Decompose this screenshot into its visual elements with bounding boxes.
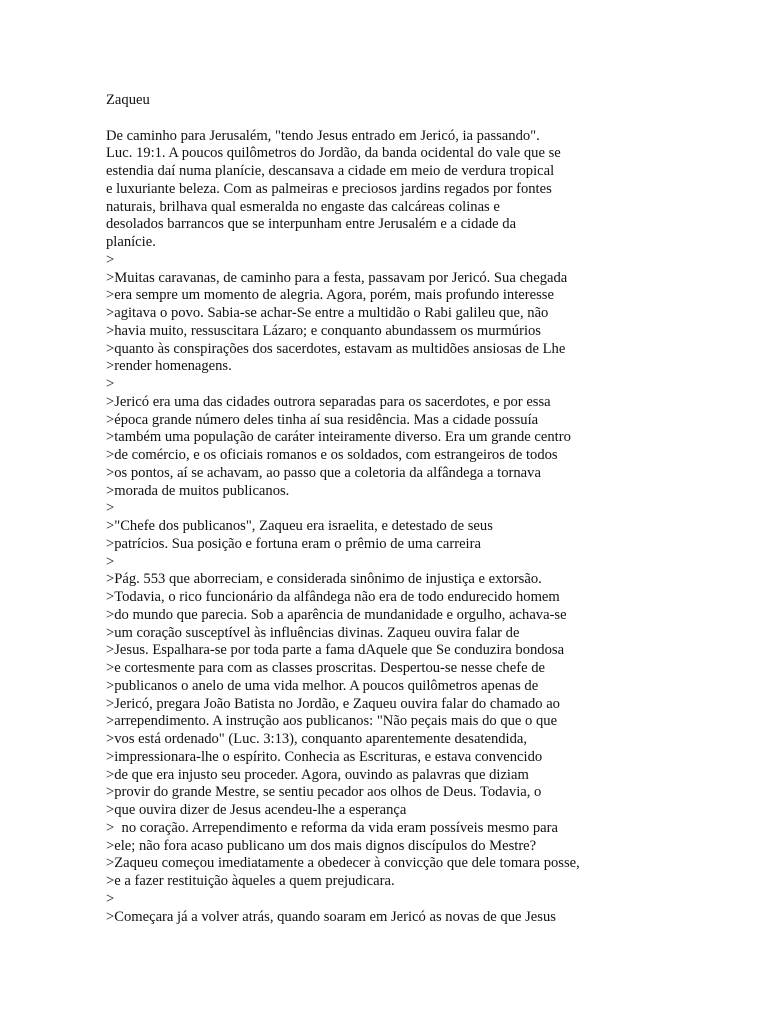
document-title: Zaqueu xyxy=(106,92,150,108)
text-line: De caminho para Jerusalém, "tendo Jesus entrado em Jericó, ia passando". xyxy=(106,127,540,144)
text-line: >provir do grande Mestre, se sentiu pecador aos olhos de Deus. Todavia, o xyxy=(106,784,542,801)
text-line: >também uma população de caráter inteiramente diverso. Era um grande centro xyxy=(106,429,571,446)
text-line: >era sempre um momento de alegria. Agora, porém, mais profundo interesse xyxy=(106,287,554,304)
text-line: >Todavia, o rico funcionário da alfândega não era de todo endurecido homem xyxy=(106,589,560,605)
text-line: > xyxy=(106,553,115,570)
text-line: >ele; não fora acaso publicano um dos mais dignos discípulos do Mestre? xyxy=(106,837,537,854)
text-line: >havia muito, ressuscitara Lázaro; e conquanto abundassem os murmúrios xyxy=(106,322,541,339)
text-line: >Jericó, pregara João Batista no Jordão, e Zaqueu ouvira falar do chamado ao xyxy=(106,695,560,712)
text-line: >agitava o povo. Sabia-se achar-Se entre a multidão o Rabi galileu que, não xyxy=(106,305,549,321)
text-line: >que ouvira dizer de Jesus acendeu-lhe a esperança xyxy=(106,802,407,818)
text-line: >os pontos, aí se achavam, ao passo que a coletoria da alfândega a tornava xyxy=(106,464,541,481)
text-line: > xyxy=(106,890,115,907)
text-line: >render homenagens. xyxy=(106,358,232,375)
text-line: Luc. 19:1. A poucos quilômetros do Jordão, da banda ocidental do vale que se xyxy=(106,145,561,162)
text-line: >Muitas caravanas, de caminho para a festa, passavam por Jericó. Sua chegada xyxy=(106,269,568,286)
text-line: estendia daí numa planície, descansava a cidade em meio de verdura tropical xyxy=(106,163,555,179)
text-line: >Jesus. Espalhara-se por toda parte a fama dAquele que Se conduzira bondosa xyxy=(106,642,565,659)
text-line: >época grande número deles tinha aí sua residência. Mas a cidade possuía xyxy=(106,411,539,428)
document-body xyxy=(106,92,726,926)
text-line: >"Chefe dos publicanos", Zaqueu era israelita, e detestado de seus xyxy=(106,518,493,534)
text-line: >Jericó era uma das cidades outrora separadas para os sacerdotes, e por essa xyxy=(106,393,551,410)
text-line: >e cortesmente para com as classes proscritas. Despertou-se nesse chefe de xyxy=(106,660,545,676)
text-line: >de que era injusto seu proceder. Agora, ouvindo as palavras que diziam xyxy=(106,766,529,783)
text-line: naturais, brilhava qual esmeralda no engaste das calcáreas colinas e xyxy=(106,198,500,215)
text-line: >morada de muitos publicanos. xyxy=(106,482,290,499)
text-line: >e a fazer restituição àqueles a quem prejudicara. xyxy=(106,873,395,889)
text-line: >de comércio, e os oficiais romanos e os soldados, com estrangeiros de todos xyxy=(106,447,558,463)
text-line: >Zaqueu começou imediatamente a obedecer à convicção que dele tomara posse, xyxy=(106,855,580,872)
text-line xyxy=(106,110,726,128)
text-line: >publicanos o anelo de uma vida melhor. A poucos quilômetros apenas de xyxy=(106,677,539,694)
text-line: > xyxy=(106,500,115,517)
text-line: e luxuriante beleza. Com as palmeiras e preciosos jardins regados por fontes xyxy=(106,180,552,197)
text-line: > no coração. Arrependimento e reforma da vida eram possíveis mesmo para xyxy=(106,819,558,836)
text-line: >arrependimento. A instrução aos publicanos: "Não peçais mais do que o que xyxy=(106,713,558,730)
text-line: >patrícios. Sua posição e fortuna eram o prêmio de uma carreira xyxy=(106,535,481,552)
text-line: planície. xyxy=(106,234,156,250)
text-line: >Pág. 553 que aborreciam, e considerada sinônimo de injustiça e extorsão. xyxy=(106,571,542,588)
text-line: >Começara já a volver atrás, quando soaram em Jericó as novas de que Jesus xyxy=(106,908,556,925)
text-line: >quanto às conspirações dos sacerdotes, estavam as multidões ansiosas de Lhe xyxy=(106,340,566,357)
text-line: > xyxy=(106,376,115,392)
text-line: desolados barrancos que se interpunham entre Jerusalém e a cidade da xyxy=(106,216,517,233)
text-line: >um coração susceptível às influências divinas. Zaqueu ouvira falar de xyxy=(106,624,520,641)
text-line: > xyxy=(106,251,115,268)
text-line: >do mundo que parecia. Sob a aparência de mundanidade e orgulho, achava-se xyxy=(106,606,567,623)
text-line: >impressionara-lhe o espírito. Conhecia as Escrituras, e estava convencido xyxy=(106,748,543,765)
text-line: >vos está ordenado" (Luc. 3:13), conquanto aparentemente desatendida, xyxy=(106,731,528,747)
